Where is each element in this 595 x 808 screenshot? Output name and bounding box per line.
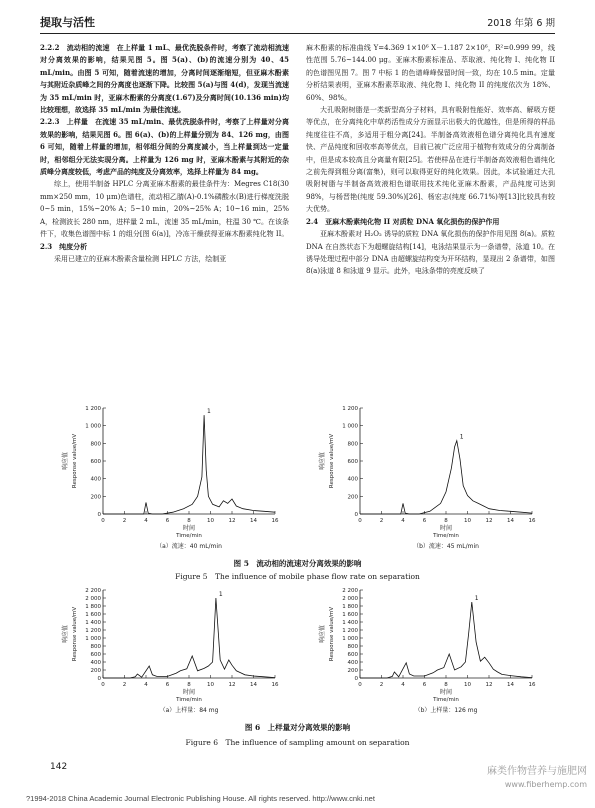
series-line bbox=[360, 602, 532, 678]
figure-5-caption-zh: 图 5 流动相的流速对分离效果的影响 bbox=[233, 559, 362, 568]
x-tick-label: 16 bbox=[528, 518, 536, 524]
y-axis-label-en: Response value/mV bbox=[72, 606, 78, 662]
y-tick-label: 2 000 bbox=[342, 596, 358, 602]
y-axis-label-en: Response value/mV bbox=[72, 433, 78, 489]
y-tick-label: 1 400 bbox=[85, 620, 101, 626]
y-tick-label: 1 200 bbox=[85, 406, 101, 412]
peak-label: 1 bbox=[459, 433, 464, 441]
paragraph: 2.4 亚麻木酚素纯化物 II 对质粒 DNA 氧化损伤的保护作用 bbox=[306, 216, 500, 226]
x-tick-label: 2 bbox=[122, 682, 127, 688]
figure-5-caption-en: Figure 5 The influence of mobile phase flow rate on separation bbox=[175, 572, 420, 581]
y-tick-label: 800 bbox=[347, 644, 358, 650]
copyright-footer: ?1994-2018 China Academic Journal Electronic Publishing House. All rights reserved. http://www.cnki.net bbox=[26, 794, 375, 803]
x-tick-label: 14 bbox=[507, 682, 514, 688]
y-tick-label: 600 bbox=[90, 459, 101, 465]
peak-label: 1 bbox=[474, 595, 479, 602]
chromatogram-svg bbox=[312, 400, 542, 556]
x-tick-label: 0 bbox=[101, 518, 105, 524]
x-axis-label-zh: 时间 bbox=[182, 689, 196, 696]
x-tick-label: 8 bbox=[187, 518, 191, 524]
x-tick-label: 8 bbox=[444, 682, 448, 688]
figure-6b-chromatogram bbox=[312, 582, 542, 720]
page-number: 142 bbox=[50, 762, 68, 772]
x-tick-label: 12 bbox=[485, 518, 493, 524]
subcaption: （a）上样量：84 mg bbox=[159, 707, 219, 714]
x-tick-label: 12 bbox=[228, 518, 236, 524]
x-axis-label-zh: 时间 bbox=[439, 689, 453, 696]
series-line bbox=[360, 441, 532, 514]
y-tick-label: 600 bbox=[347, 652, 358, 658]
running-header-issue: 2018 年第 6 期 bbox=[487, 18, 555, 29]
y-tick-label: 2 200 bbox=[342, 588, 358, 594]
subcaption: （b）流速：45 mL/min bbox=[413, 543, 479, 550]
x-tick-label: 16 bbox=[271, 682, 279, 688]
paragraph: 亚麻木酚素对 H₂O₂ 诱导的质粒 DNA 氧化损伤的保护作用见图 8(a)。质粒 DNA 在自然状态下为超螺旋结构[14]，电泳结果显示为一条谱带，泳道 10。在诱导处理过程中部分 DNA 由超螺旋结构变为开环结构，显现出 2 条谱带，如图 8(a)泳道 8 和泳道 9 显示。此外，电泳条带的亮度反映了 bbox=[306, 230, 555, 276]
paragraph: 大孔吸附树脂是一类新型高分子材料，具有吸附性能好、效率高、解吸方便等优点，在分离纯化中草药活性成分方面显示出极大的优越性，但是所得的样品纯度往往不高，多适用于粗分离[24]。半制备高效液相色谱分离纯化具有速度快、产品纯度和回收率高等优点，目前已被广泛应用于植物有效成分的分离制备中，但是成本较高且分离量有限[25]。若使样品在进行半制备高效液相色谱纯化之前先得到粗分离(富集)，则可以取得更好的纯化效果。因此，本试验通过大孔吸附树脂与半制备高效液相色谱联用技术纯化亚麻木酚素，产品纯度可达到 98%，与杨晋艳(纯度 59.30%)[26]、杨宏志(纯度 66.71%)等[13]比较具有较大优势。 bbox=[306, 106, 555, 214]
x-tick-label: 8 bbox=[187, 682, 191, 688]
y-tick-label: 200 bbox=[347, 494, 358, 501]
paragraph: 麻木酚素的标准曲线 Y=4.369 1×10⁶ X－1.187 2×10⁶，R²=0.999 99，线性范围 5.76~144.00 μg。亚麻木酚素标准品、萃取液、纯化物 I、纯化物 II 的色谱图见图 7。图 7 中标 1 的色谱峰峰保留时间一致，均在 10.5 min。定量分析结果表明，亚麻木酚素萃取液、纯化物 I、纯化物 II 的纯度依次为 18%、60%、98%。 bbox=[306, 44, 555, 102]
x-tick-label: 10 bbox=[464, 518, 471, 524]
x-tick-label: 14 bbox=[250, 682, 257, 688]
subcaption: （a）流速：40 mL/min bbox=[156, 543, 222, 550]
y-tick-label: 200 bbox=[90, 494, 101, 501]
y-axis-label-zh: 响应值 bbox=[62, 624, 69, 644]
y-tick-label: 0 bbox=[97, 512, 101, 518]
x-tick-label: 0 bbox=[358, 518, 362, 524]
y-tick-label: 400 bbox=[90, 476, 101, 483]
paragraph: 2.2.3 上样量 在流速 35 mL/min、最优洗脱条件时，考察了上样量对分离效果的影响，结果见图 6。图 6(a)、(b)的上样量分别为 84、126 mg，由图 6 可知，随着上样量的增加，相邻组分间的分离度减小，当上样量到达一定量时，相邻组分无法实现分离。上样量为 126 mg 时，亚麻木酚素与其附近的杂质峰分离度较低，考虑产品的纯度及分离效率，选择上样量为 84 mg。 bbox=[40, 117, 289, 177]
x-tick-label: 6 bbox=[165, 682, 170, 688]
x-tick-label: 16 bbox=[528, 682, 536, 688]
header-rule bbox=[40, 33, 555, 34]
y-tick-label: 1 600 bbox=[342, 612, 358, 618]
y-tick-label: 400 bbox=[347, 660, 358, 666]
watermark-text: 麻类作物营养与施肥网 bbox=[487, 766, 587, 777]
x-tick-label: 2 bbox=[122, 518, 127, 524]
x-axis-label-zh: 时间 bbox=[439, 525, 453, 532]
x-tick-label: 12 bbox=[485, 682, 493, 688]
paragraph: 综上，使用半制备 HPLC 分离亚麻木酚素的最佳条件为：Megres C18(30 mm×250 mm，10 μm)色谱柱，流动相乙腈(A)-0.1%磷酸水(B)进行梯度洗脱 0~5 min，15%~20% A；5~10 min，20%~25% A；10~16 min，25% A，检测波长 280 nm，进样量 2 mL，流速 35 mL/min，柱温 30 ℃。在该条件下，收集色谱图中标 1 的组分[图 6(a)]，冷冻干燥获得亚麻木酚素纯化物 II。 bbox=[40, 180, 289, 239]
chromatogram-svg bbox=[55, 400, 285, 556]
x-tick-label: 6 bbox=[165, 518, 170, 524]
x-tick-label: 14 bbox=[250, 518, 257, 524]
figure-6-caption-zh: 图 6 上样量对分离效果的影响 bbox=[244, 723, 351, 732]
x-tick-label: 2 bbox=[379, 518, 384, 524]
running-header-section: 提取与活性 bbox=[40, 16, 95, 29]
x-tick-label: 0 bbox=[101, 682, 105, 688]
y-tick-label: 800 bbox=[90, 441, 101, 448]
x-axis-label-zh: 时间 bbox=[182, 525, 196, 532]
y-tick-label: 2 200 bbox=[85, 588, 101, 594]
figure-5b-chromatogram bbox=[312, 400, 542, 556]
series-line bbox=[103, 415, 275, 514]
x-tick-label: 12 bbox=[228, 682, 236, 688]
y-tick-label: 600 bbox=[90, 652, 101, 658]
y-tick-label: 800 bbox=[90, 644, 101, 650]
y-axis-label-en: Response value/mV bbox=[329, 433, 335, 489]
y-tick-label: 1 600 bbox=[85, 612, 101, 618]
x-tick-label: 6 bbox=[422, 518, 427, 524]
x-axis-label-en: Time/min bbox=[176, 533, 202, 539]
y-tick-label: 0 bbox=[354, 676, 358, 682]
paragraph: 2.3 纯度分析 bbox=[40, 241, 88, 251]
x-tick-label: 10 bbox=[207, 682, 214, 688]
y-tick-label: 1 200 bbox=[85, 628, 101, 634]
x-tick-label: 16 bbox=[271, 518, 279, 524]
x-tick-label: 4 bbox=[144, 682, 148, 688]
x-axis-label-en: Time/min bbox=[433, 697, 459, 703]
y-axis-label-zh: 响应值 bbox=[319, 451, 326, 471]
y-axis-label-en: Response value/mV bbox=[329, 606, 335, 662]
x-tick-label: 4 bbox=[144, 518, 148, 524]
x-axis-label-en: Time/min bbox=[176, 697, 202, 703]
x-tick-label: 10 bbox=[464, 682, 471, 688]
chromatogram-svg bbox=[312, 582, 542, 720]
y-tick-label: 1 400 bbox=[342, 620, 358, 626]
y-tick-label: 1 200 bbox=[342, 628, 358, 634]
y-tick-label: 0 bbox=[354, 512, 358, 518]
y-tick-label: 1 800 bbox=[85, 604, 101, 610]
y-tick-label: 400 bbox=[90, 660, 101, 666]
x-tick-label: 2 bbox=[379, 682, 384, 688]
series-line bbox=[103, 598, 275, 678]
figure-6a-chromatogram bbox=[55, 582, 285, 720]
chromatogram-svg bbox=[55, 582, 285, 720]
x-tick-label: 4 bbox=[401, 518, 405, 524]
y-tick-label: 800 bbox=[347, 441, 358, 448]
watermark-url: www.fiberhemp.com bbox=[504, 780, 587, 789]
figure-5a-chromatogram bbox=[55, 400, 285, 556]
x-tick-label: 8 bbox=[444, 518, 448, 524]
x-tick-label: 10 bbox=[207, 518, 214, 524]
y-axis-label-zh: 响应值 bbox=[62, 451, 69, 471]
y-tick-label: 200 bbox=[90, 668, 101, 674]
right-text-column bbox=[306, 42, 555, 278]
paragraph: 2.2.2 流动相的流速 在上样量 1 mL、最优洗脱条件时，考察了流动相流速对分离效果的影响，结果见图 5。图 5(a)、(b)的流速分别为 40、45 mL/min。由图 5 可知，随着流速的增加，分离时间逐渐缩短，但亚麻木酚素与其附近杂质峰之间的分离度也逐渐下降。比较图 5(a)与图 4(d)，发现当流速为 35 mL/min 时，亚麻木酚素的分离度(1.67)及分离时间(10.136 min)均比较理想，故选择 35 mL/min 为最佳流速。 bbox=[40, 43, 289, 115]
y-tick-label: 400 bbox=[347, 476, 358, 483]
x-tick-label: 4 bbox=[401, 682, 405, 688]
y-tick-label: 1 000 bbox=[342, 423, 358, 430]
paragraph: 采用已建立的亚麻木酚素含量检测 HPLC 方法，绘制亚 bbox=[54, 254, 227, 263]
y-tick-label: 200 bbox=[347, 668, 358, 674]
left-text-column bbox=[40, 42, 289, 265]
figure-6-caption-en: Figure 6 The influence of sampling amount on separation bbox=[185, 738, 410, 747]
x-tick-label: 0 bbox=[358, 682, 362, 688]
y-tick-label: 1 000 bbox=[342, 636, 358, 642]
y-tick-label: 1 000 bbox=[85, 423, 101, 430]
y-tick-label: 1 200 bbox=[342, 406, 358, 412]
x-axis-label-en: Time/min bbox=[433, 533, 459, 539]
y-tick-label: 1 000 bbox=[85, 636, 101, 642]
peak-label: 1 bbox=[218, 591, 223, 598]
peak-label: 1 bbox=[207, 408, 211, 416]
y-tick-label: 2 000 bbox=[85, 596, 101, 602]
y-tick-label: 600 bbox=[347, 459, 358, 465]
x-tick-label: 14 bbox=[507, 518, 514, 524]
y-tick-label: 0 bbox=[97, 676, 101, 682]
y-axis-label-zh: 响应值 bbox=[319, 624, 326, 644]
subcaption: （b）上样量：126 mg bbox=[414, 707, 478, 714]
x-tick-label: 6 bbox=[422, 682, 427, 688]
y-tick-label: 1 800 bbox=[342, 604, 358, 610]
